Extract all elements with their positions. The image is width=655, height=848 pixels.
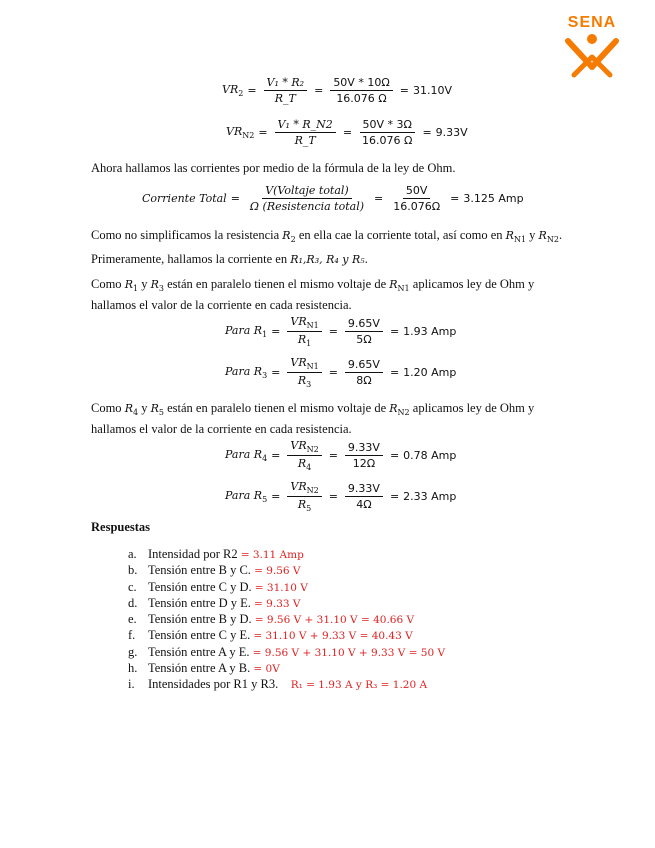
answers-heading: Respuestas [91, 520, 151, 534]
list-item: a. Intensidad por R2 = 3.11 Amp [128, 547, 304, 561]
list-item: e. Tensión entre B y D. = 9.56 V + 31.10 V = 40.66 V [128, 612, 415, 627]
sena-logo-text: SENA [567, 14, 617, 31]
fraction-denominator: R_T [274, 92, 296, 105]
sena-logo [552, 14, 632, 76]
paragraph-total-current: Como no simplificamos la resistencia $R_2$ en ella cae la corriente total, así como en $R_{N1}$ y $R_{N2}$. [91, 228, 563, 244]
list-item: h. Tensión entre A y B. = 0V [128, 661, 280, 676]
paragraph-ohm-intro: Ahora hallamos las corrientes por medio de la fórmula de la ley de Ohm. [91, 161, 456, 175]
formula-result: 31.10V [412, 84, 452, 97]
formula-r5: Para $R_5$ = $\frac{VR_{N2}}{R_5}$ = $\frac{9.33V}{4\Omega}$ = 2.33 Amp [225, 480, 457, 513]
list-item: c. Tensión entre C y D. = 31.10 V [128, 579, 308, 594]
list-item: f. Tensión entre C y E. = 31.10 V + 9.33 V = 40.43 V [128, 628, 413, 643]
list-item: b. Tensión entre B y C. = 9.56 V [128, 563, 301, 578]
paragraph-parallel-r4-r5: Como $R_4$ y $R_5$ están en paralelo tienen el mismo voltaje de $R_{N2}$ aplicamos ley de Ohm y hallamos el valor de la corriente en cada resistencia. [91, 401, 535, 436]
formula-lhs: $VR_2$ [222, 83, 244, 98]
formula-total-current: Corriente Total = $\frac{\text{V(Voltaje total)}}{\text{Ω (Resistencia total)}}$ = $\frac{50V}{16.076\Omega}$ = 3.125 Amp [142, 184, 524, 213]
list-item: d. Tensión entre D y E. = 9.33 V [128, 595, 301, 610]
formula-vrn2: $VR_{N2}$ = $\frac{\text{V₁ * R\_N2}}{R\_T}$ = $\frac{50V * 3\Omega}{16.076 \Omega}$ = 9.33V [226, 118, 468, 147]
sena-logo-emblem [564, 33, 620, 79]
formula-vr2: $VR_2$ = $\frac{\text{V₁ * R₂}}{R\_T}$ = $\frac{50V * 10\Omega}{16.076 \Omega}$ = 31.10V [222, 76, 452, 105]
paragraph-parallel-r1-r3: Como $R_1$ y $R_3$ están en paralelo tienen el mismo voltaje de $R_{N1}$ aplicamos ley de Ohm y hallamos el valor de la corriente en cada resistencia. [91, 277, 535, 312]
answers-list [128, 546, 445, 693]
fraction-numerator: V₁ * R₂ [264, 76, 308, 91]
formula-r4: Para $R_4$ = $\frac{VR_{N2}}{R_4}$ = $\frac{9.33V}{12\Omega}$ = 0.78 Amp [225, 439, 457, 472]
paragraph-first-step: Primeramente, hallamos la corriente en R₁,R₃, R₄ y R₅. [91, 252, 368, 266]
formula-r3: Para $R_3$ = $\frac{VR_{N1}}{R_3}$ = $\frac{9.65V}{8\Omega}$ = 1.20 Amp [225, 356, 457, 389]
list-item: i. Intensidades por R1 y R3. R₁ = 1.93 A y R₃ = 1.20 A [128, 677, 428, 692]
formula-r1: Para $R_1$ = $\frac{VR_{N1}}{R_1}$ = $\frac{9.65V}{5\Omega}$ = 1.93 Amp [225, 315, 457, 348]
list-item: g. Tensión entre A y E. = 9.56 V + 31.10 V + 9.33 V = 50 V [128, 644, 446, 659]
